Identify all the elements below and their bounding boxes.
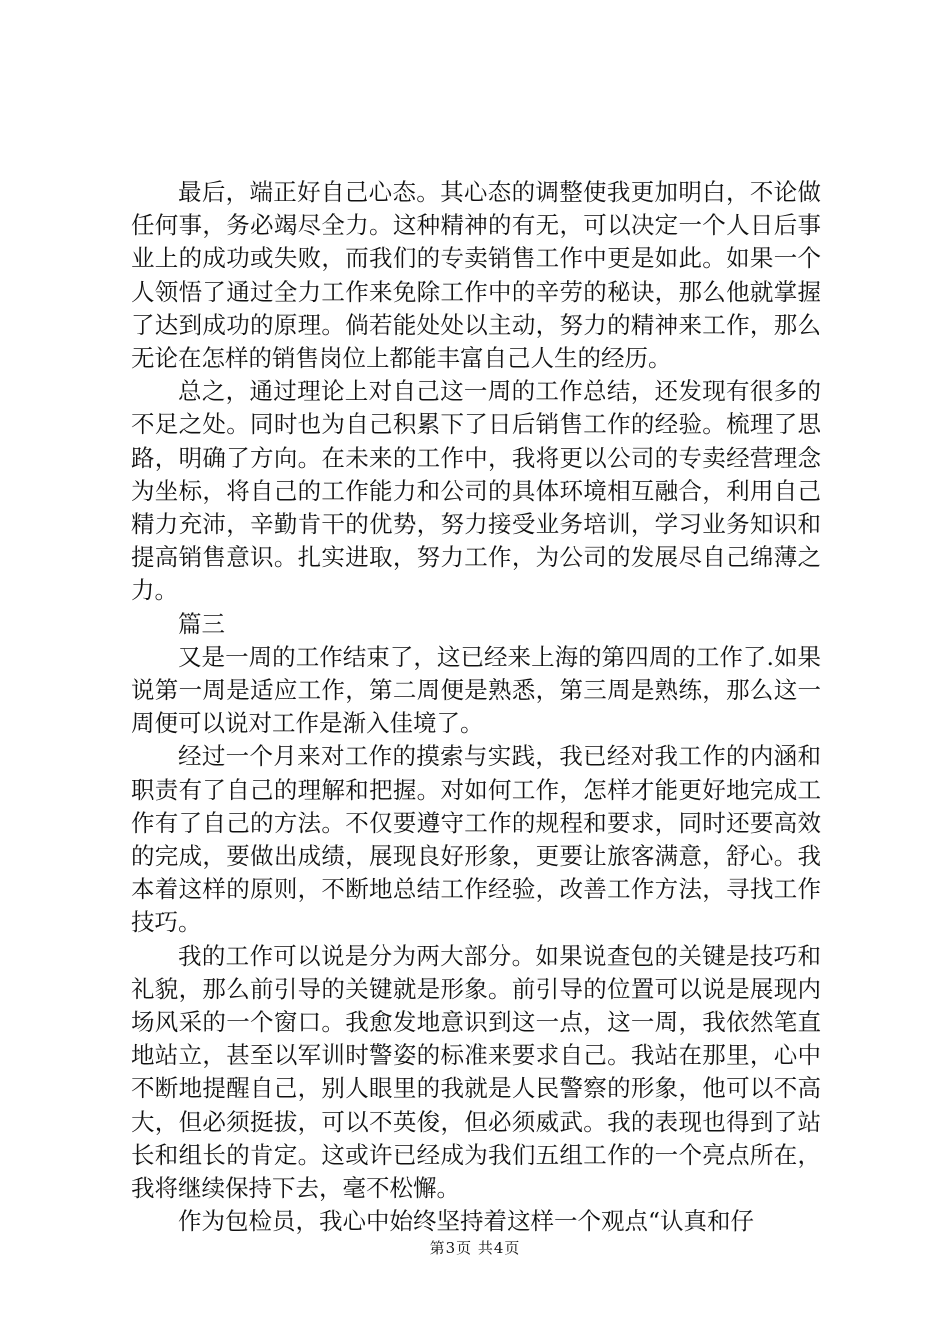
paragraph-inspector: 作为包检员，我心中始终坚持着这样一个观点“认真和仔 (178, 1207, 755, 1236)
page-footer: 第3页 共4页 (429, 1239, 521, 1257)
paragraph-week-end: 又是一周的工作结束了，这已经来上海的第四周的工作了.如果说第一周是适应工作，第二周便是熟悉，第三周是熟练，那么这一周便可以说对工作是渐入佳境了。 (131, 642, 821, 738)
document-body (131, 176, 821, 1239)
section-heading: 篇三 (178, 609, 225, 638)
paragraph-month-practice: 经过一个月来对工作的摸索与实践，我已经对我工作的内涵和职责有了自己的理解和把握。对如何工作，怎样才能更好地完成工作有了自己的方法。不仅要遵守工作的规程和要求，同时还要高效的完成，要做出成绩，展现良好形象，更要让旅客满意，舒心。我本着这样的原则，不断地总结工作经验，改善工作方法，寻找工作技巧。 (131, 742, 821, 937)
paragraph-work-parts: 我的工作可以说是分为两大部分。如果说查包的关键是技巧和礼貌，那么前引导的关键就是形象。前引导的位置可以说是展现内场风采的一个窗口。我愈发地意识到这一点，这一周，我依然笔直地站立，甚至以军训时警姿的标准来要求自己。我站在那里，心中不断地提醒自己，别人眼里的我就是人民警察的形象，他可以不高大，但必须挺拔，可以不英俊，但必须威武。我的表现也得到了站长和组长的肯定。这或许已经成为我们五组工作的一个亮点所在，我将继续保持下去，毫不松懈。 (131, 941, 821, 1203)
paragraph-summary: 总之，通过理论上对自己这一周的工作总结，还发现有很多的不足之处。同时也为自己积累下了日后销售工作的经验。梳理了思路，明确了方向。在未来的工作中，我将更以公司的专卖经营理念为坐标，将自己的工作能力和公司的具体环境相互融合，利用自己精力充沛，辛勤肯干的优势，努力接受业务培训，学习业务知识和提高销售意识。扎实进取，努力工作，为公司的发展尽自己绵薄之力。 (131, 377, 821, 605)
paragraph-mindset: 最后，端正好自己心态。其心态的调整使我更加明白，不论做任何事，务必竭尽全力。这种精神的有无，可以决定一个人日后事业上的成功或失败，而我们的专卖销售工作中更是如此。如果一个人领悟了通过全力工作来免除工作中的辛劳的秘诀，那么他就掌握了达到成功的原理。倘若能处处以主动，努力的精神来工作，那么无论在怎样的销售岗位上都能丰富自己人生的经历。 (131, 178, 821, 373)
